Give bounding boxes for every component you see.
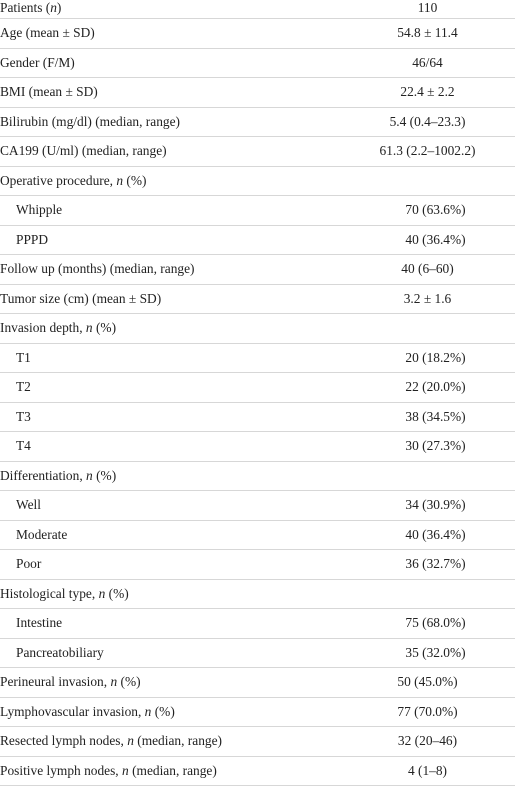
row-label-text: Invasion depth, [0,320,86,335]
table-row [0,226,515,256]
row-label-text: Histological type, [0,586,99,601]
row-label [0,468,350,484]
row-label-text: Moderate [16,527,67,542]
row-label-italic: n [99,586,106,601]
table-row [0,403,515,433]
table-row [0,0,515,19]
row-label-text: Positive lymph nodes, [0,763,122,778]
row-value: 75 (68.0%) [366,615,515,631]
table-row [0,639,515,669]
table-row [0,698,515,728]
row-value: 54.8 ± 11.4 [350,25,515,41]
row-label-italic: n [86,320,93,335]
row-label-text: T4 [16,438,31,453]
row-value: 110 [350,0,515,16]
row-label [0,0,350,16]
row-label [0,202,366,218]
row-label [0,586,350,602]
row-label-italic: n [122,763,129,778]
row-value: 40 (36.4%) [366,232,515,248]
row-label-text: PPPD [16,232,48,247]
row-label-text: Age (mean ± SD) [0,25,95,40]
table-row [0,550,515,580]
row-label [0,55,350,71]
row-label [0,84,350,100]
row-label-text: T1 [16,350,31,365]
table-row [0,49,515,79]
row-label-text: Whipple [16,202,62,217]
table-row [0,580,515,610]
row-label-text: Intestine [16,615,62,630]
table-row [0,314,515,344]
row-label-text: Patients ( [0,0,50,15]
table-row [0,668,515,698]
row-label [0,704,350,720]
row-label [0,320,350,336]
row-label-italic: n [110,674,117,689]
table-row [0,521,515,551]
row-label-text: CA199 (U/ml) (median, range) [0,143,167,158]
row-label-italic: n [86,468,93,483]
row-label [0,615,366,631]
row-label [0,173,350,189]
row-label-text: Perineural invasion, [0,674,110,689]
row-value: 77 (70.0%) [350,704,515,720]
table-row [0,196,515,226]
row-value: 38 (34.5%) [366,409,515,425]
row-value: 32 (20–46) [350,733,515,749]
row-value: 34 (30.9%) [366,497,515,513]
row-label-text: Poor [16,556,41,571]
row-label-text: Lymphovascular invasion, [0,704,145,719]
row-label-text: Differentiation, [0,468,86,483]
row-label-italic: n [116,173,123,188]
table-row [0,462,515,492]
row-label-suffix: (%) [93,320,116,335]
row-label-suffix: (%) [105,586,128,601]
row-value: 46/64 [350,55,515,71]
row-label [0,556,366,572]
row-value: 40 (6–60) [350,261,515,277]
table-row [0,757,515,786]
row-label-italic: n [50,0,57,15]
row-label [0,645,366,661]
row-label-suffix: (%) [123,173,146,188]
row-label-text: T3 [16,409,31,424]
row-value: 50 (45.0%) [350,674,515,690]
row-label-italic: n [145,704,152,719]
row-label-suffix: (%) [151,704,174,719]
row-value: 30 (27.3%) [366,438,515,454]
row-value: 20 (18.2%) [366,350,515,366]
row-label-suffix: (median, range) [134,733,222,748]
row-label-text: Gender (F/M) [0,55,75,70]
table-row [0,19,515,49]
table-row [0,137,515,167]
row-label [0,291,350,307]
row-label [0,409,366,425]
row-value: 61.3 (2.2–1002.2) [350,143,515,159]
row-label-text: Follow up (months) (median, range) [0,261,195,276]
row-label [0,350,366,366]
row-value: 70 (63.6%) [366,202,515,218]
row-label-italic: n [127,733,134,748]
row-label [0,114,350,130]
row-label [0,143,350,159]
table-row [0,344,515,374]
row-label [0,674,350,690]
row-label-suffix: ) [57,0,61,15]
table-row [0,108,515,138]
row-label-text: Well [16,497,41,512]
row-label [0,527,366,543]
row-label-text: Operative procedure, [0,173,116,188]
row-label [0,25,350,41]
row-label [0,497,366,513]
row-label [0,261,350,277]
row-value: 35 (32.0%) [366,645,515,661]
row-label-text: Tumor size (cm) (mean ± SD) [0,291,161,306]
row-label-text: Pancreatobiliary [16,645,104,660]
table-row [0,78,515,108]
row-value: 40 (36.4%) [366,527,515,543]
row-label [0,438,366,454]
row-value: 36 (32.7%) [366,556,515,572]
row-label-text: T2 [16,379,31,394]
row-label-suffix: (%) [93,468,116,483]
row-value: 5.4 (0.4–23.3) [350,114,515,130]
table-row [0,491,515,521]
row-label-text: Resected lymph nodes, [0,733,127,748]
table-row [0,727,515,757]
row-value: 4 (1–8) [350,763,515,779]
row-label [0,232,366,248]
table-row [0,285,515,315]
table-row [0,609,515,639]
table-row [0,373,515,403]
table-row [0,167,515,197]
row-label-text: BMI (mean ± SD) [0,84,98,99]
table-row [0,255,515,285]
row-label [0,379,366,395]
row-label-text: Bilirubin (mg/dl) (median, range) [0,114,180,129]
row-value: 22 (20.0%) [366,379,515,395]
table-row [0,432,515,462]
row-label [0,733,350,749]
row-label-suffix: (%) [117,674,140,689]
row-label-suffix: (median, range) [129,763,217,778]
row-label [0,763,350,779]
row-value: 3.2 ± 1.6 [350,291,515,307]
row-value: 22.4 ± 2.2 [350,84,515,100]
